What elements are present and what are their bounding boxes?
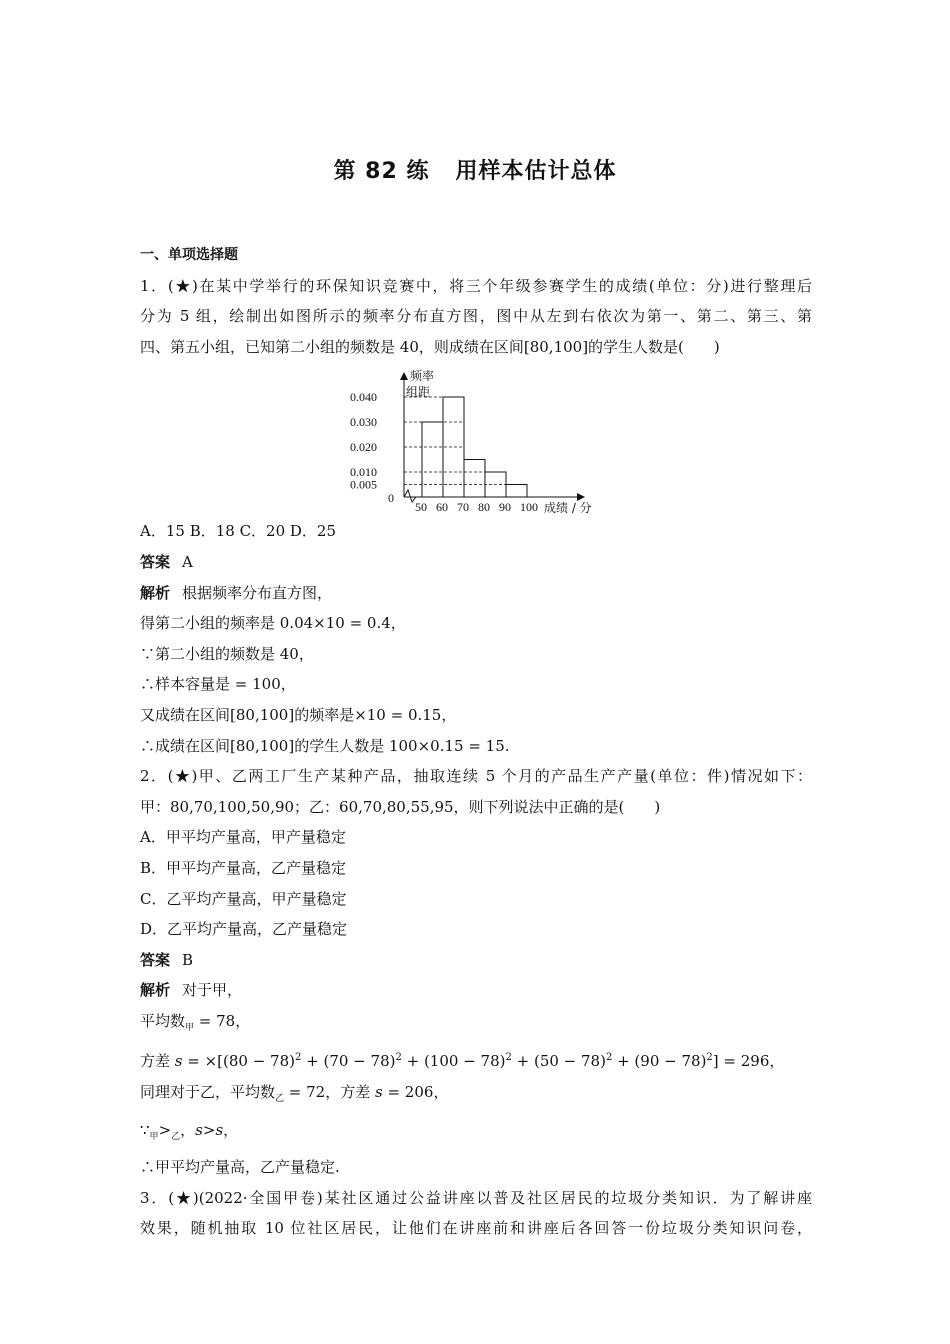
x-tick-label: 60 xyxy=(436,500,448,515)
q2-answer xyxy=(140,945,812,976)
title-prefix: 第 82 练 xyxy=(333,159,430,184)
q2-option-d: D．乙平均产量高，乙产量稳定 xyxy=(140,920,348,939)
q1-analysis-3: ∴样本容量是 = 100， xyxy=(140,675,296,694)
q2-analysis-label: 解析 xyxy=(140,981,171,1000)
q1-line-1: 1．(★)在某中学举行的环保知识竞赛中，将三个年级参赛学生的成绩(单位：分)进行整理后 xyxy=(140,276,812,295)
x-axis-label: 成绩 / 分 xyxy=(544,501,592,516)
q2-option-a: A．甲平均产量高，甲产量稳定 xyxy=(140,828,346,847)
q1-analysis-label: 解析 xyxy=(140,583,171,602)
y-tick-label: 0.020 xyxy=(350,440,377,455)
q2-option-b: B．甲平均产量高，乙产量稳定 xyxy=(140,858,347,877)
section-heading: 一、单项选择题 xyxy=(140,247,238,263)
histogram-bar xyxy=(506,485,527,498)
y-tick-label: 0.030 xyxy=(350,415,377,430)
origin-label: 0 xyxy=(388,491,394,506)
q1-answer-label: 答案 xyxy=(140,552,171,571)
q3-line-1: 3．(★)(2022·全国甲卷)某社区通过公益讲座以普及社区居民的垃圾分类知识．为了解讲座 xyxy=(140,1188,812,1207)
y-tick-label: 0.040 xyxy=(350,390,377,405)
content xyxy=(140,240,812,1244)
q2-answer-label: 答案 xyxy=(140,950,171,969)
q2-line-2: 甲：80,70,100,50,90；乙：60,70,80,55,95，则下列说法中正确的是( ) xyxy=(140,797,661,816)
q1-analysis-1: 得第二小组的频率是 0.04×10 = 0.4， xyxy=(140,614,406,633)
q1-answer-value: A xyxy=(182,552,193,571)
y-axis-label-top: 频率 xyxy=(410,369,435,384)
x-tick-label: 70 xyxy=(457,500,469,515)
q1-analysis-5: ∴成绩在区间[80,100]的学生人数是 100×0.15 = 15. xyxy=(140,736,510,755)
q3-line-2: 效果，随机抽取 10 位社区居民，让他们在讲座前和讲座后各回答一份垃圾分类知识问卷， xyxy=(140,1219,812,1238)
q2-analysis-6: ∴甲平均产量高，乙产量稳定. xyxy=(140,1158,340,1177)
q1-line-3: 四、第五小组，已知第二小组的频数是 40，则成绩在区间[80,100]的学生人数是( ) xyxy=(140,337,720,356)
q2-answer-value: B xyxy=(182,950,194,969)
title-main: 用样本估计总体 xyxy=(455,159,617,184)
q1-analysis-0 xyxy=(140,578,812,609)
y-tick-label: 0.005 xyxy=(350,477,377,492)
q2-analysis-3: 方差 $s = \times[(80 - 78)^2 + (70 - 78)^2 + (100 - 78)^2 + (50 - 78)^2 + (90 - 78)^2] = 296$， xyxy=(140,1052,785,1071)
x-tick-label: 50 xyxy=(415,500,427,515)
histogram-bar xyxy=(464,460,485,498)
q1-options: A．15 B．18 C．20 D．25 xyxy=(140,522,337,541)
frequency-histogram xyxy=(348,366,608,516)
q2-analysis-2: 平均数$_甲$ = 78， xyxy=(140,1011,251,1033)
q2-analysis-4: 同理对于乙，平均数$_乙$ = 72，方差 s = 206， xyxy=(140,1083,449,1105)
x-tick-label: 90 xyxy=(499,500,511,515)
q2-analysis-5: $\because_甲>_乙$，s>s， xyxy=(140,1120,239,1142)
q2-analysis-1: 解析 对于甲， xyxy=(140,981,243,1000)
q1-analysis-text-0: 根据频率分布直方图， xyxy=(182,583,333,602)
q2-option-c: C．乙平均产量高，甲产量稳定 xyxy=(140,889,347,908)
q1-answer xyxy=(140,547,812,578)
q1-analysis-4: 又成绩在区间[80,100]的频率是×10 = 0.15， xyxy=(140,705,457,724)
q1-line-2: 分为 5 组，绘制出如图所示的频率分布直方图，图中从左到右依次为第一、第二、第三、第 xyxy=(140,307,812,326)
y-tick-label: 0.010 xyxy=(350,465,377,480)
q2-line-1: 2．(★)甲、乙两工厂生产某种产品，抽取连续 5 个月的产品生产产量(单位：件)情况如下： xyxy=(140,767,812,786)
page-title xyxy=(0,154,950,185)
histogram-bar xyxy=(422,422,443,497)
x-tick-label: 100 xyxy=(520,500,538,515)
y-axis-label-bottom: 组距 xyxy=(406,385,431,400)
q1-analysis-2: ∵第二小组的频数是 40， xyxy=(140,644,314,663)
x-tick-label: 80 xyxy=(478,500,490,515)
